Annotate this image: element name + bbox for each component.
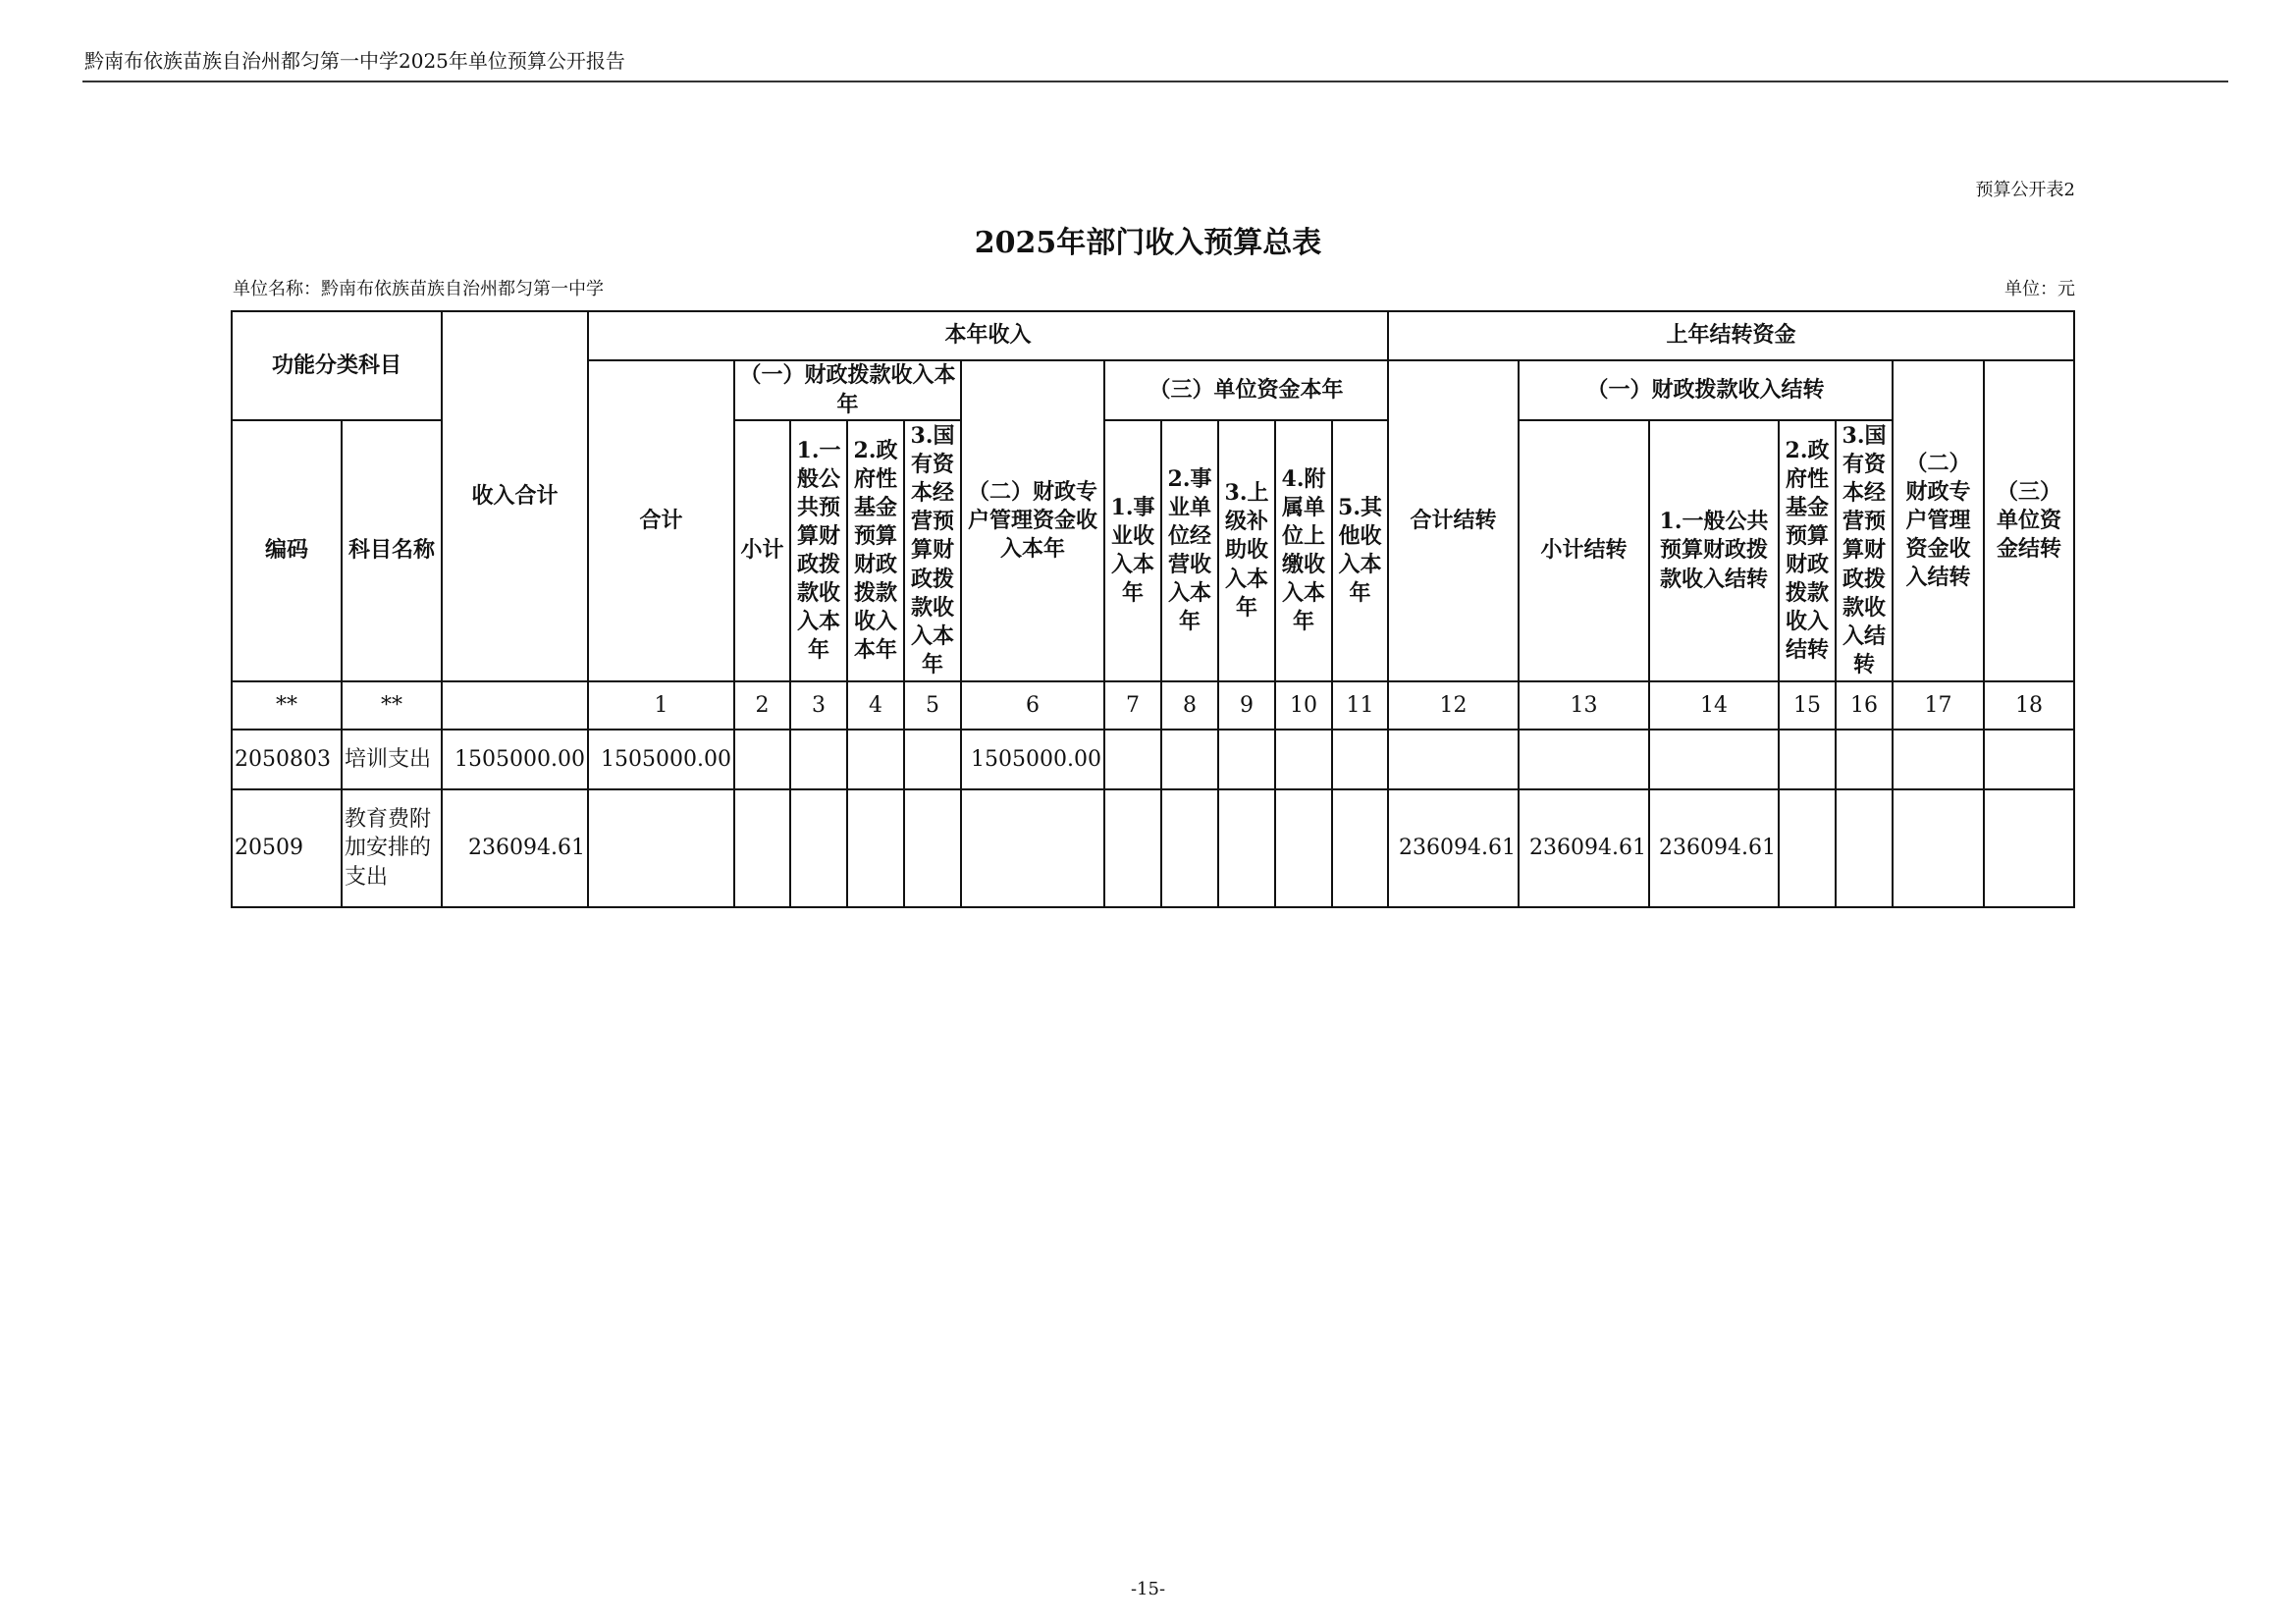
index-cell: 18 — [1984, 681, 2074, 730]
value-cell — [961, 789, 1104, 907]
prior-state-header: 3.国有资本经营预算财政拨款收入结转 — [1836, 420, 1893, 681]
subject-code: 2050803 — [232, 730, 342, 789]
prior-fiscal-group-header: （一）财政拨款收入结转 — [1519, 360, 1893, 420]
fiscal-state-header: 3.国有资本经营预算财政拨款收入本年 — [904, 420, 961, 681]
index-cell: 15 — [1779, 681, 1836, 730]
value-cell: 1505000.00 — [588, 730, 734, 789]
value-cell — [1104, 730, 1161, 789]
index-cell — [442, 681, 588, 730]
page-number: -15- — [1130, 1579, 1166, 1599]
value-cell: 236094.61 — [1649, 789, 1779, 907]
value-cell — [1836, 730, 1893, 789]
index-cell: 6 — [961, 681, 1104, 730]
table-number: 预算公开表2 — [1975, 180, 2075, 200]
value-cell — [1519, 730, 1649, 789]
prior-subtotal-header: 小计结转 — [1519, 420, 1649, 681]
value-cell: 1505000.00 — [961, 730, 1104, 789]
unit-funds-group-header: （三）单位资金本年 — [1104, 360, 1388, 420]
value-cell: 236094.61 — [1519, 789, 1649, 907]
index-cell: 3 — [790, 681, 847, 730]
index-cell: 12 — [1388, 681, 1519, 730]
index-cell: 14 — [1649, 681, 1779, 730]
index-cell: 10 — [1275, 681, 1332, 730]
value-cell — [1275, 730, 1332, 789]
index-cell: 5 — [904, 681, 961, 730]
value-cell — [904, 730, 961, 789]
value-cell: 1505000.00 — [442, 730, 588, 789]
index-cell: 2 — [734, 681, 790, 730]
value-cell — [1161, 789, 1218, 907]
value-cell — [1275, 789, 1332, 907]
index-cell: 11 — [1332, 681, 1388, 730]
column-index-row — [232, 681, 2074, 730]
value-cell — [1218, 730, 1275, 789]
value-cell — [1893, 730, 1984, 789]
value-cell — [1218, 789, 1275, 907]
index-cell: 8 — [1161, 681, 1218, 730]
fiscal-fund-header: 2.政府性基金预算财政拨款收入本年 — [847, 420, 904, 681]
current-total-header: 合计 — [588, 360, 734, 681]
value-cell — [1161, 730, 1218, 789]
prior-total-header: 合计结转 — [1388, 360, 1519, 681]
index-cell: 13 — [1519, 681, 1649, 730]
value-cell — [1649, 730, 1779, 789]
table-row — [232, 789, 2074, 907]
fiscal-subtotal-header: 小计 — [734, 420, 790, 681]
index-cell: ** — [232, 681, 342, 730]
subject-name: 培训支出 — [342, 730, 442, 789]
index-cell: 9 — [1218, 681, 1275, 730]
subject-group-header: 功能分类科目 — [232, 311, 442, 420]
value-cell: 236094.61 — [442, 789, 588, 907]
prior-year-header: 上年结转资金 — [1388, 311, 2074, 360]
value-cell — [1332, 789, 1388, 907]
value-cell — [588, 789, 734, 907]
prior-unit-header: （三）单位资金结转 — [1984, 360, 2074, 681]
value-cell — [1893, 789, 1984, 907]
special-account-header: （二）财政专户管理资金收入本年 — [961, 360, 1104, 681]
index-cell: 17 — [1893, 681, 1984, 730]
unit-name: 单位名称：黔南布依族苗族自治州都匀第一中学 — [233, 279, 604, 299]
value-cell: 236094.61 — [1388, 789, 1519, 907]
prior-fund-header: 2.政府性基金预算财政拨款收入结转 — [1779, 420, 1836, 681]
document-title: 2025年部门收入预算总表 — [974, 226, 1322, 260]
value-cell — [790, 730, 847, 789]
value-cell — [734, 730, 790, 789]
subject-name: 教育费附加安排的支出 — [342, 789, 442, 907]
prior-general-header: 1.一般公共预算财政拨款收入结转 — [1649, 420, 1779, 681]
header-row-1 — [232, 311, 2074, 360]
index-cell: 4 — [847, 681, 904, 730]
value-cell — [1779, 730, 1836, 789]
index-cell: 1 — [588, 681, 734, 730]
unit-income-2-header: 2.事业单位经营收入本年 — [1161, 420, 1218, 681]
prior-special-header: （二）财政专户管理资金收入结转 — [1893, 360, 1984, 681]
unit-income-5-header: 5.其他收入本年 — [1332, 420, 1388, 681]
index-cell: 7 — [1104, 681, 1161, 730]
running-header: 黔南布依族苗族自治州都匀第一中学2025年单位预算公开报告 — [84, 49, 625, 73]
value-cell — [1104, 789, 1161, 907]
value-cell — [847, 730, 904, 789]
unit-measure: 单位：元 — [2004, 279, 2075, 299]
value-cell — [1984, 789, 2074, 907]
unit-income-1-header: 1.事业收入本年 — [1104, 420, 1161, 681]
value-cell — [790, 789, 847, 907]
header-rule — [82, 81, 2228, 82]
fiscal-group-header: （一）财政拨款收入本年 — [734, 360, 961, 420]
value-cell — [1332, 730, 1388, 789]
fiscal-general-header: 1.一般公共预算财政拨款收入本年 — [790, 420, 847, 681]
value-cell — [1388, 730, 1519, 789]
income-budget-table — [231, 310, 2075, 908]
value-cell — [1836, 789, 1893, 907]
table-row — [232, 730, 2074, 789]
subject-name-header: 科目名称 — [342, 420, 442, 681]
code-header: 编码 — [232, 420, 342, 681]
subject-code: 20509 — [232, 789, 342, 907]
index-cell: ** — [342, 681, 442, 730]
unit-income-4-header: 4.附属单位上缴收入本年 — [1275, 420, 1332, 681]
value-cell — [734, 789, 790, 907]
value-cell — [1779, 789, 1836, 907]
value-cell — [1984, 730, 2074, 789]
value-cell — [904, 789, 961, 907]
index-cell: 16 — [1836, 681, 1893, 730]
unit-income-3-header: 3.上级补助收入本年 — [1218, 420, 1275, 681]
current-year-header: 本年收入 — [588, 311, 1388, 360]
value-cell — [847, 789, 904, 907]
income-total-header: 收入合计 — [442, 311, 588, 681]
